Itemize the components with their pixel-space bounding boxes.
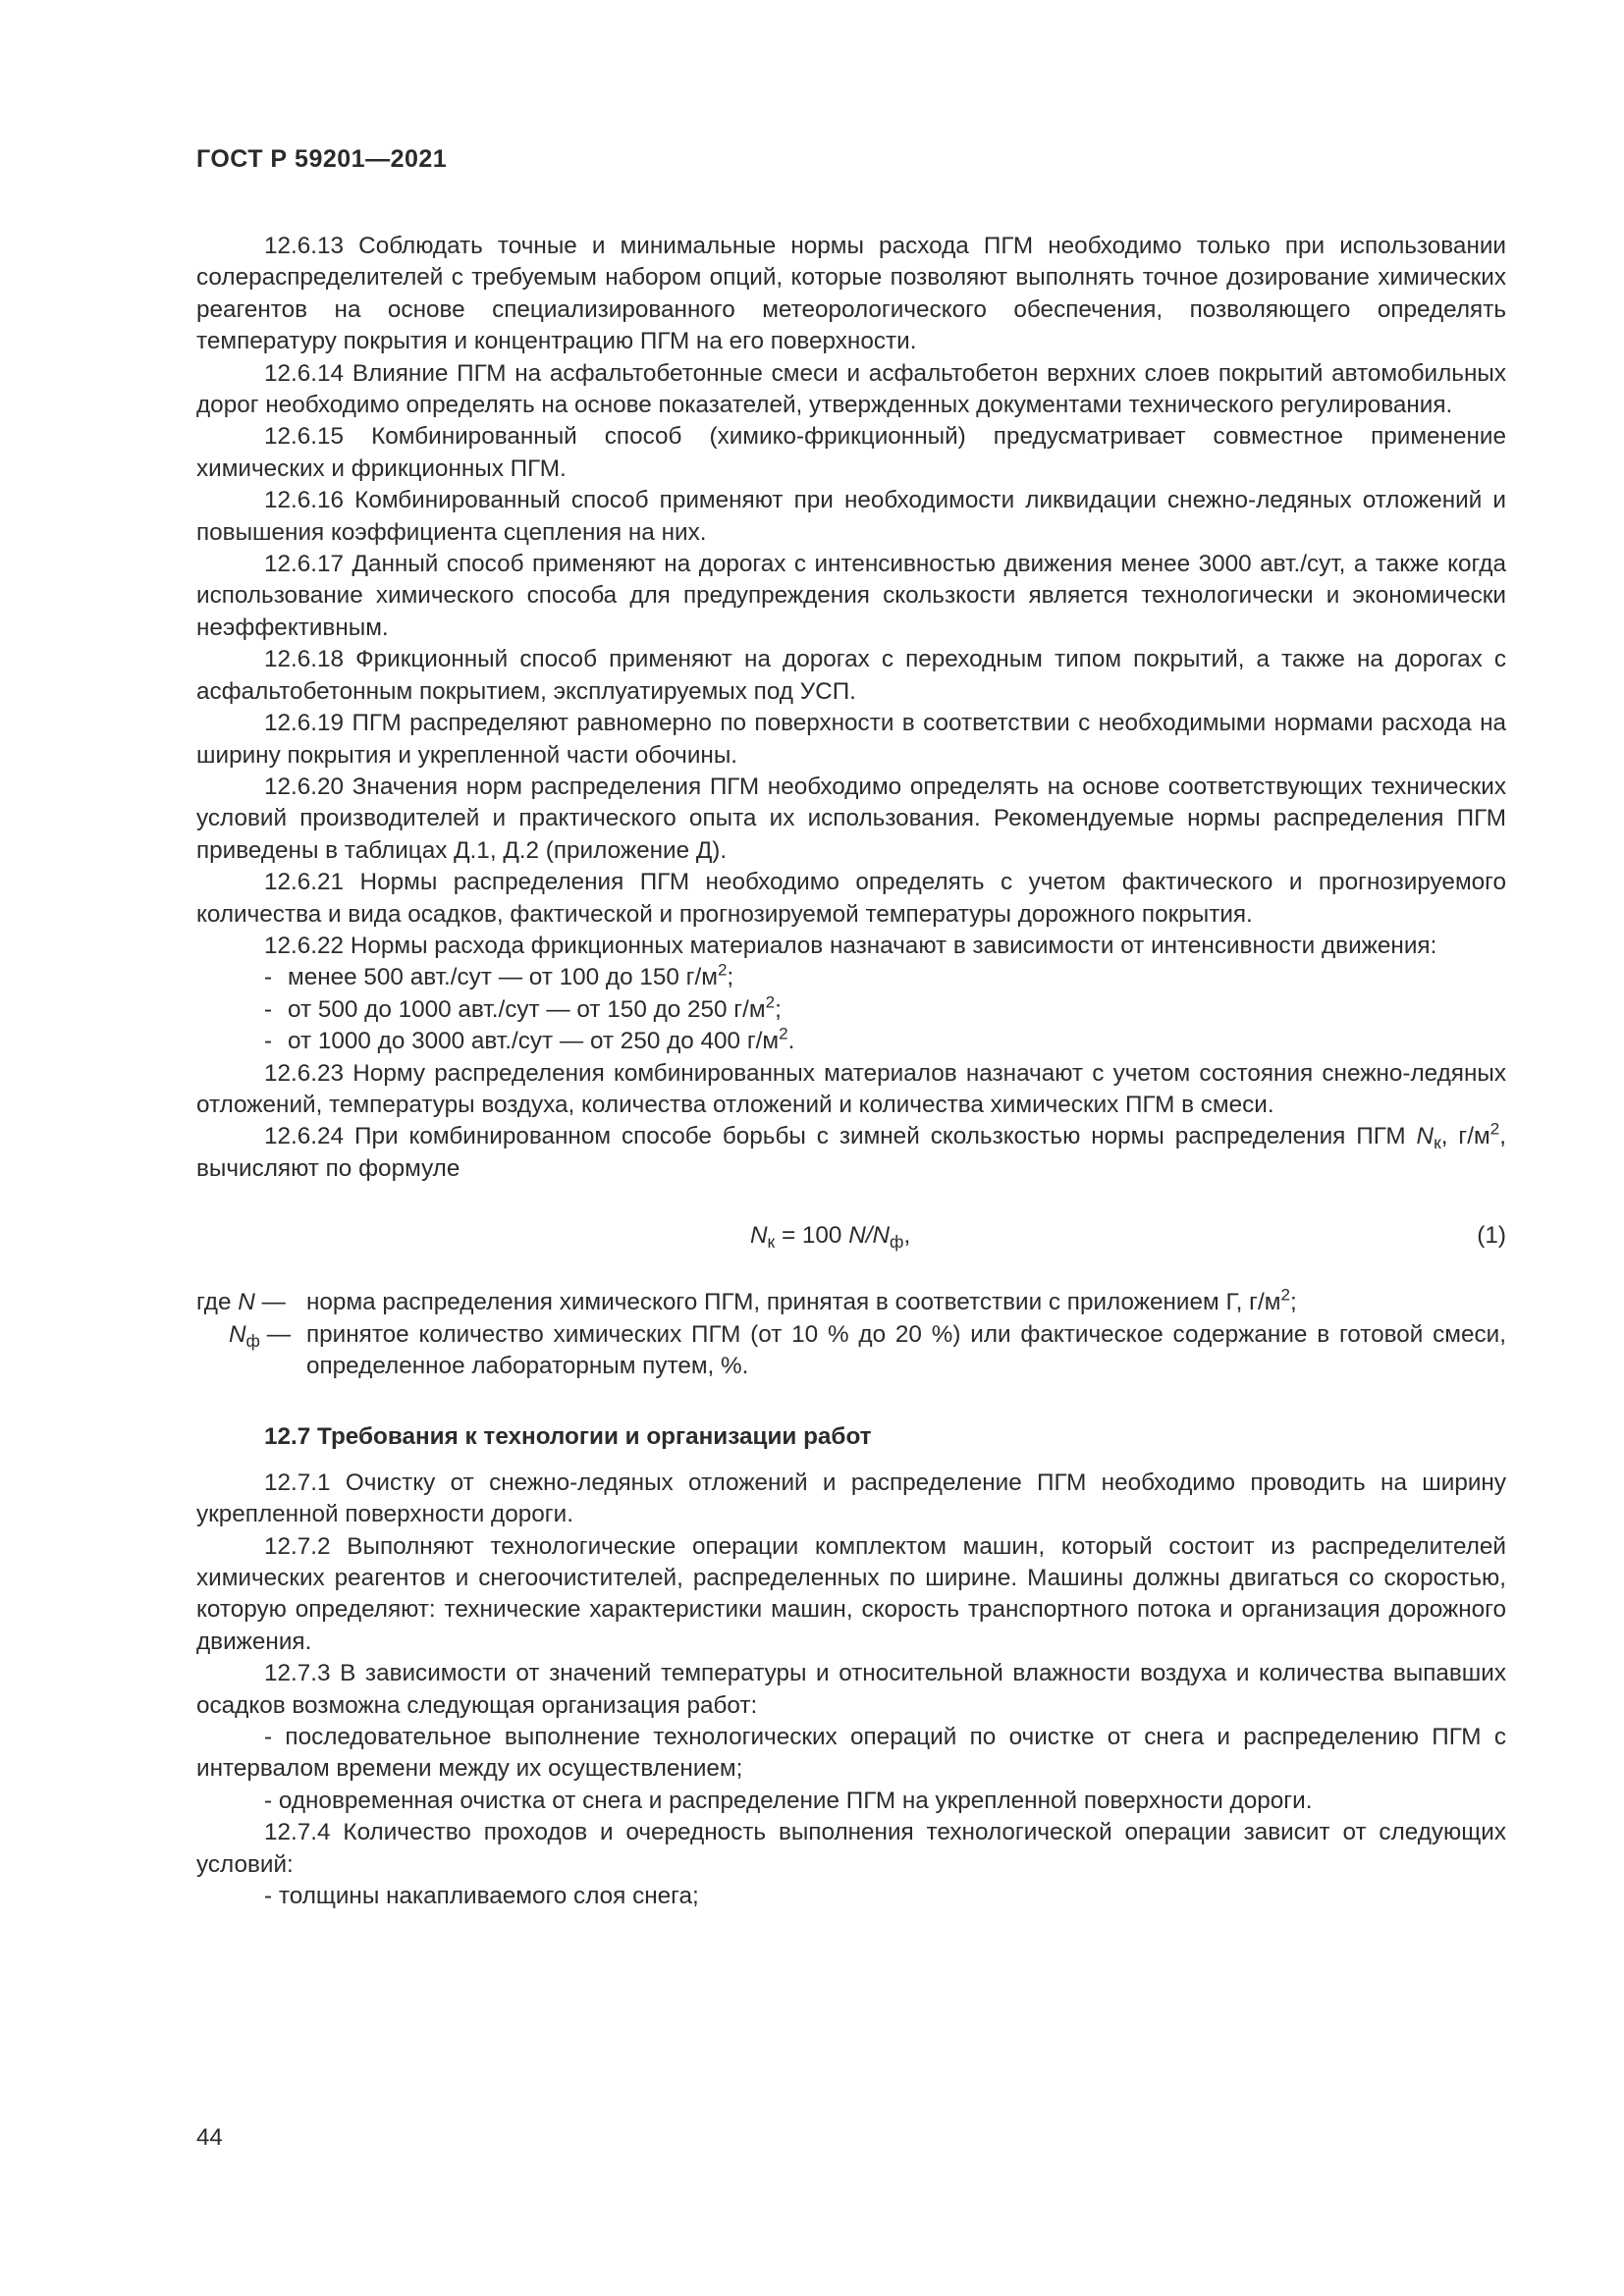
paragraph-12-6-13: 12.6.13 Соблюдать точные и минимальные нормы расхода ПГМ необходимо только при использовании солераспределителей с требуемым набором опций, которые позволяют выполнять точное дозирование химических реагентов на основе специализированного метеорологического обеспечения, позволяющего определять температуру покрытия и концентрацию ПГМ на его поверхности. (196, 233, 1506, 355)
formula-lhs-var: N (750, 1222, 768, 1250)
paragraph-12-6-21: 12.6.21 Нормы распределения ПГМ необходимо определять с учетом фактического и прогнозируемого количества и вида осадков, фактической и прогнозируемой температуры дорожного покрытия. (196, 869, 1506, 928)
paragraph-12-6-16: 12.6.16 Комбинированный способ применяют при необходимости ликвидации снежно-ледяных отложений и повышения коэффициента сцепления на них. (196, 487, 1506, 546)
subscript: ф (245, 1330, 260, 1351)
paragraph-12-7-2: 12.7.2 Выполняют технологические операции комплектом машин, который состоит из распределителей химических реагентов и снегоочистителей, распределенных по ширине. Машины должны двигаться со скоростью, которую определяют: технические характеристики машин, скорость транспортного потока и организация дорожного движения. (196, 1532, 1506, 1655)
superscript: 2 (717, 961, 728, 980)
formula-comma: , (903, 1222, 911, 1250)
paragraph-12-6-15: 12.6.15 Комбинированный способ (химико-фрикционный) предусматривает совместное применение химических и фрикционных ПГМ. (196, 423, 1506, 482)
formula-rhs-var2: N (872, 1222, 891, 1250)
list-item (196, 1786, 1506, 1817)
list-item-text: от 1000 до 3000 авт./сут — от 250 до 400 г/м (288, 1028, 780, 1055)
list-item-text: последовательное выполнение технологических операций по очистке от снега и распределению ПГМ с интервалом времени между их осуществлением; (196, 1724, 1506, 1783)
list-dash: - (264, 964, 273, 991)
paragraph-12-6-17: 12.6.17 Данный способ применяют на дорогах с интенсивностью движения менее 3000 авт./сут, а также когда использование химического способа для предупреждения скользкости является технологически и экономически неэффективным. (196, 551, 1506, 641)
variable-n: N (1416, 1123, 1435, 1150)
formula-number: (1) (1477, 1222, 1506, 1250)
list-item (196, 1881, 1506, 1912)
list-dash: - (264, 995, 273, 1023)
formula (750, 1220, 910, 1252)
list-item-text: менее 500 авт./сут — от 100 до 150 г/м (288, 964, 718, 991)
where-definition (306, 1287, 1506, 1318)
formula-slash: / (865, 1222, 873, 1250)
document-header: ГОСТ Р 59201—2021 (196, 145, 448, 173)
paragraph-text: 12.6.24 При комбинированном способе борьбы с зимней скользкостью нормы распределения ПГМ (264, 1123, 1406, 1150)
list-item-end: . (787, 1028, 795, 1055)
document-body (196, 231, 1506, 1913)
where-def-end: ; (1289, 1289, 1297, 1316)
paragraph-12-7-1: 12.7.1 Очистку от снежно-ледяных отложений и распределение ПГМ необходимо проводить на ширину укрепленной поверхности дороги. (196, 1468, 1506, 1528)
where-var: N (229, 1320, 246, 1348)
list-item-text: одновременная очистка от снега и распределение ПГМ на укрепленной поверхности дороги. (278, 1787, 1313, 1814)
subscript: к (1434, 1133, 1441, 1153)
paragraph-12-6-18: 12.6.18 Фрикционный способ применяют на дорогах с переходным типом покрытий, а также на дорогах с асфальтобетонным покрытием, эксплуатируемых под УСП. (196, 646, 1506, 705)
paragraph-12-6-14: 12.6.14 Влияние ПГМ на асфальтобетонные смеси и асфальтобетон верхних слоев покрытий автомобильных дорог необходимо определять на основе показателей, утвержденных документами технического регулирования. (196, 359, 1506, 419)
superscript: 2 (1280, 1285, 1290, 1305)
list-item-text: толщины накапливаемого слоя снега; (278, 1883, 699, 1910)
list-item (196, 1026, 1506, 1057)
list-dash: - (264, 1883, 273, 1910)
where-term (196, 1319, 306, 1383)
where-prefix: где (196, 1289, 239, 1316)
list-item-end: ; (727, 964, 734, 991)
formula-rhs-sub: ф (890, 1232, 904, 1253)
paragraph-12-6-24 (196, 1121, 1506, 1185)
where-row (196, 1319, 1506, 1383)
where-var: N (238, 1289, 255, 1316)
where-term (196, 1287, 306, 1318)
list-dash: - (264, 1787, 273, 1814)
page-number: 44 (196, 2124, 223, 2151)
list-item (196, 962, 1506, 993)
paragraph-12-6-22: 12.6.22 Нормы расхода фрикционных материалов назначают в зависимости от интенсивности движения: (264, 932, 1437, 959)
superscript: 2 (1489, 1120, 1500, 1140)
paragraph-12-6-20: 12.6.20 Значения норм распределения ПГМ необходимо определять на основе соответствующих технических условий производителей и практического опыта их использования. Рекомендуемые нормы распределения ПГМ приведены в таблицах Д.1, Д.2 (приложение Д). (196, 773, 1506, 864)
paragraph-12-6-23: 12.6.23 Норму распределения комбинированных материалов назначают с учетом состояния снежно-ледяных отложений, температуры воздуха, количества отложений и количества химических ПГМ в смеси. (196, 1059, 1506, 1118)
list-item-text: от 500 до 1000 авт./сут — от 150 до 250 г/м (288, 995, 766, 1023)
list-item (196, 994, 1506, 1026)
paragraph-12-7-4: 12.7.4 Количество проходов и очередность выполнения технологической операции зависит от следующих условий: (196, 1819, 1506, 1878)
list-item (196, 1722, 1506, 1786)
list-item-end: ; (775, 995, 782, 1023)
list-dash: - (264, 1028, 273, 1055)
list-dash: - (264, 1724, 273, 1751)
formula-eq: = 100 (775, 1222, 849, 1250)
section-title: 12.7 Требования к технологии и организации работ (264, 1423, 872, 1451)
where-row (196, 1287, 1506, 1318)
where-definition: принятое количество химических ПГМ (от 10 % до 20 %) или фактическое содержание в готовой смеси, определенное лабораторным путем, %. (306, 1320, 1506, 1379)
superscript: 2 (779, 1024, 788, 1043)
superscript: 2 (765, 992, 776, 1012)
formula-row (196, 1220, 1506, 1252)
paragraph-12-6-19: 12.6.19 ПГМ распределяют равномерно по поверхности в соответствии с необходимыми нормами расхода на ширину покрытия и укрепленной части обочины. (196, 710, 1506, 769)
formula-rhs-var: N (848, 1222, 866, 1250)
unit-text: , г/м (1440, 1123, 1490, 1150)
paragraph-tail: , вычисляют по формуле (196, 1123, 1506, 1182)
where-dash: — (259, 1320, 291, 1348)
where-dash: — (254, 1289, 286, 1316)
formula-lhs-sub: к (767, 1232, 776, 1253)
paragraph-12-7-3: 12.7.3 В зависимости от значений температуры и относительной влажности воздуха и количества выпавших осадков возможна следующая организация работ: (196, 1660, 1506, 1719)
where-def-text: норма распределения химического ПГМ, принятая в соответствии с приложением Г, г/м (306, 1289, 1281, 1316)
